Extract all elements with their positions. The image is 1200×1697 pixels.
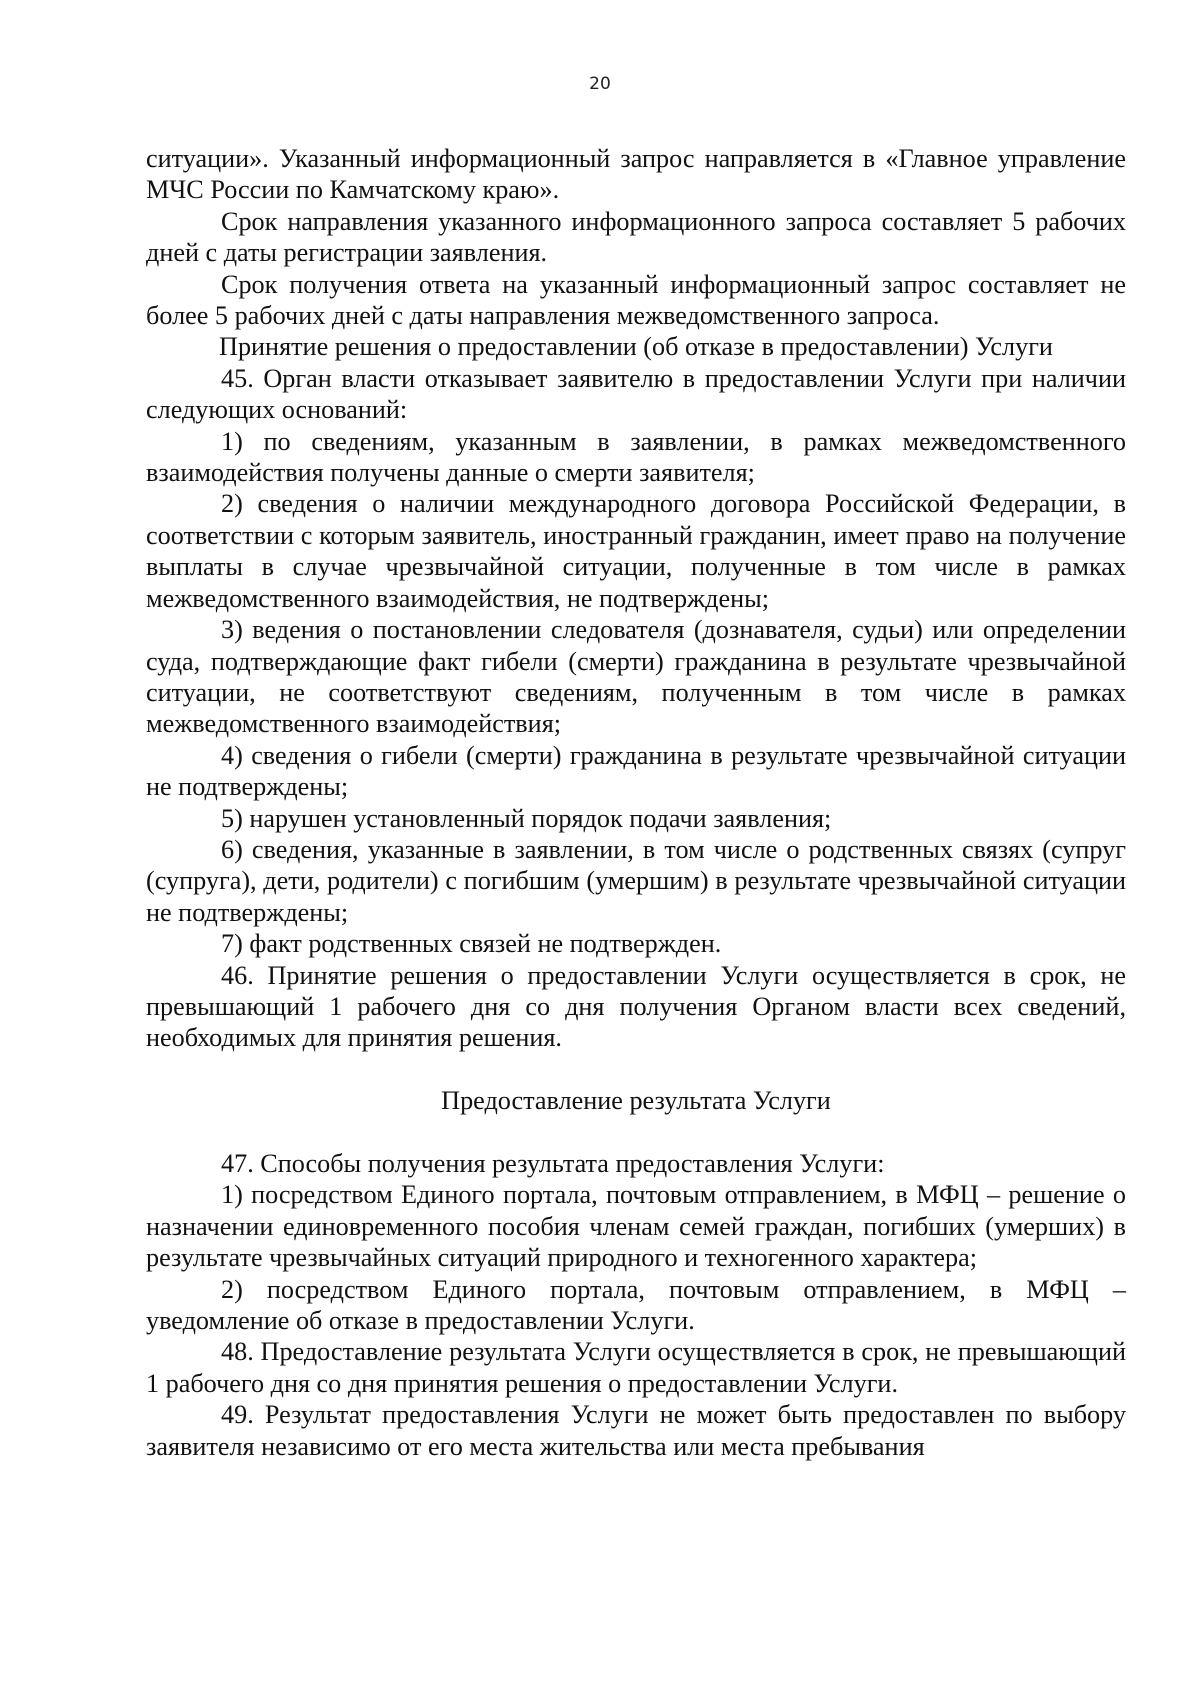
clause-45-item-5: 5) нарушен установленный порядок подачи заявления;: [221, 803, 832, 833]
paragraph-response-deadline: Срок получения ответа на указанный информационный запрос составляет не более 5 рабочих дней с даты направления межведомственного запроса.: [146, 269, 1126, 331]
paragraph-continuation: ситуации». Указанный информационный запрос направляется в «Главное управление МЧС России по Камчатскому краю».: [146, 144, 1126, 205]
clause-45: 45. Орган власти отказывает заявителю в предоставлении Услуги при наличии следующих оснований:: [146, 363, 1126, 425]
clause-45-item-4: 4) сведения о гибели (смерти) гражданина в результате чрезвычайной ситуации не подтверждены;: [146, 740, 1126, 802]
clause-45-item-3: 3) ведения о постановлении следователя (дознавателя, судьи) или определении суда, подтверждающие факт гибели (смерти) гражданина в результате чрезвычайной ситуации, не соответствуют сведениям, полученным в том числе в рамках межведомственного взаимодействия;: [146, 615, 1126, 739]
section-heading-decision: Принятие решения о предоставлении (об отказе в предоставлении) Услуги: [219, 332, 1053, 362]
clause-45-item-6: 6) сведения, указанные в заявлении, в том числе о родственных связях (супруг (супруга), дети, родители) с погибшим (умершим) в результате чрезвычайной ситуации не подтверждены;: [146, 834, 1126, 927]
clause-46: 46. Принятие решения о предоставлении Услуги осуществляется в срок, не превышающий 1 рабочего дня со дня получения Органом власти всех сведений, необходимых для принятия решения.: [146, 960, 1126, 1053]
section-heading-result: Предоставление результата Услуги: [441, 1086, 831, 1116]
clause-47-item-1: 1) посредством Единого портала, почтовым отправлением, в МФЦ – решение о назначении единовременного пособия членам семей граждан, погибших (умерших) в результате чрезвычайных ситуаций природного и техногенного характера;: [146, 1180, 1126, 1273]
clause-45-item-2: 2) сведения о наличии международного договора Российской Федерации, в соответствии с которым заявитель, иностранный гражданин, имеет право на получение выплаты в случае чрезвычайной ситуации, полученные в том числе в рамках межведомственного взаимодействия, не подтверждены;: [146, 489, 1126, 613]
document-body: [146, 143, 1126, 1462]
clause-48: 48. Предоставление результата Услуги осуществляется в срок, не превышающий 1 рабочего дня со дня принятия решения о предоставлении Услуги.: [146, 1337, 1126, 1398]
page-number: 20: [589, 74, 611, 94]
clause-47-item-2: 2) посредством Единого портала, почтовым отправлением, в МФЦ – уведомление об отказе в предоставлении Услуги.: [146, 1274, 1126, 1335]
clause-47: 47. Способы получения результата предоставления Услуги:: [221, 1148, 885, 1178]
clause-49: 49. Результат предоставления Услуги не может быть предоставлен по выбору заявителя независимо от его места жительства или места пребывания: [146, 1400, 1126, 1461]
clause-45-item-7: 7) факт родственных связей не подтвержден.: [221, 929, 722, 959]
paragraph-request-deadline: Срок направления указанного информационного запроса составляет 5 рабочих дней с даты регистрации заявления.: [146, 206, 1126, 268]
clause-45-item-1: 1) по сведениям, указанным в заявлении, в рамках межведомственного взаимодействия получены данные о смерти заявителя;: [146, 426, 1126, 488]
